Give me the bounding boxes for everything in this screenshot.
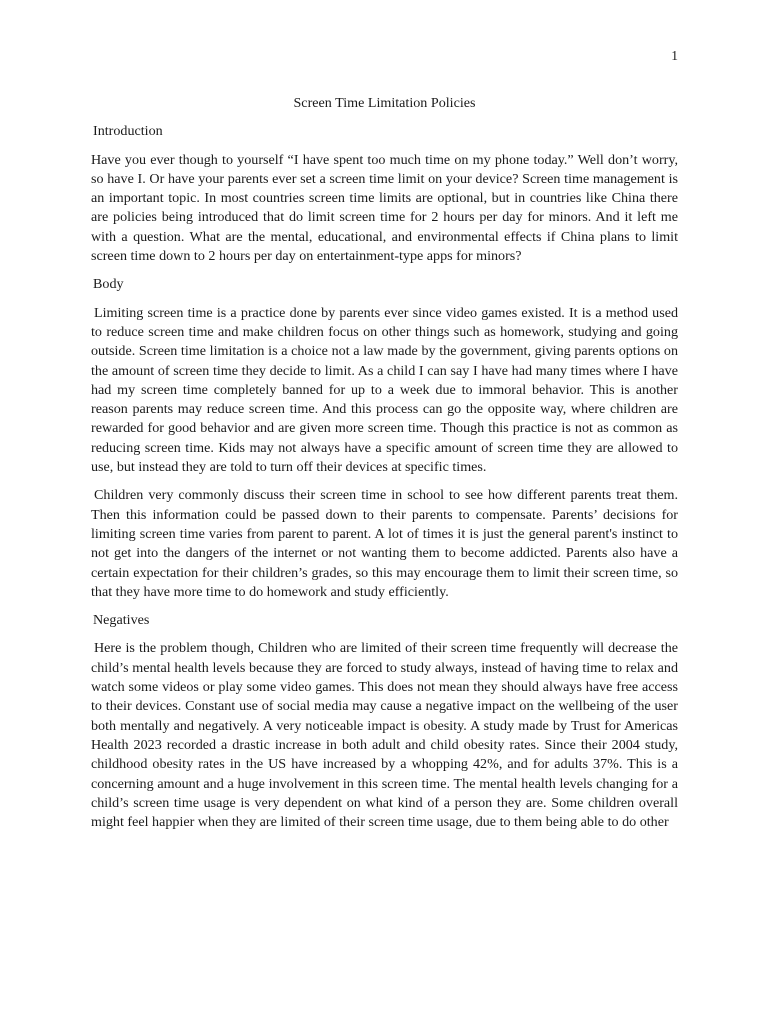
paragraph-negatives: Here is the problem though, Children who are limited of their screen time frequently will decrease the child’s mental health levels because they are forced to study always, instead of having time to relax and watch some videos or play some video games. This does not mean they should always have free access to their devices. Constant use of social media may cause a negative impact on the wellbeing of the user both mentally and negatively. A very noticeable impact is obesity. A study made by Trust for Americas Health 2023 recorded a drastic increase in both adult and child obesity rates. Since their 2004 study, childhood obesity rates in the US have increased by a whopping 42%, and for adults 37%. This is a concerning amount and a huge involvement in this screen time. The mental health levels changing for a child’s screen time usage is very dependent on what kind of a person they are. Some children overall might feel happier when they are limited of their screen time usage, due to them being able to do other bbox=[91, 640, 678, 831]
paragraph-introduction: Have you ever though to yourself “I have spent too much time on my phone today.” Well don’t worry, so have I. Or have your parents ever set a screen time limit on your device? Screen time management is an important topic. In most countries screen time limits are optional, but in countries like China there are policies being introduced that do limit screen time for 2 hours per day for minors. And it left me with a question. What are the mental, educational, and environmental effects if China plans to limit screen time down to 2 hours per day on entertainment-type apps for minors? bbox=[91, 151, 678, 265]
section-heading-body: Body bbox=[93, 276, 124, 293]
paragraph-body-1: Limiting screen time is a practice done by parents ever since video games existed. It is a method used to reduce screen time and make children focus on other things such as homework, studying and going outside. Screen time limitation is a choice not a law made by the government, giving parents options on the amount of screen time they decide to limit. As a child I can say I have had many times where I have had my screen time completely banned for up to a week due to immoral behavior. This is another reason parents may reduce screen time. And this process can go the opposite way, where children are rewarded for good behavior and are given more screen time. Though this practice is not as common as reducing screen time. Kids may not always have a specific amount of screen time they are allowed to use, but instead they are told to turn off their devices at specific times. bbox=[91, 304, 678, 476]
document-body bbox=[91, 94, 678, 841]
page-number: 1 bbox=[671, 48, 678, 63]
paragraph-body-2: Children very commonly discuss their screen time in school to see how different parents treat them. Then this information could be passed down to their parents to compensate. Parents’ decisions for limiting screen time varies from parent to parent. A lot of times it is just the general parent's instinct to not get into the dangers of the internet or not wanting them to become addicted. Parents also have a certain expectation for their children’s grades, so this may encourage them to limit their screen time, so that they have more time to do homework and study efficiently. bbox=[91, 487, 678, 600]
document-title: Screen Time Limitation Policies bbox=[293, 95, 476, 111]
section-heading-introduction: Introduction bbox=[93, 123, 163, 140]
section-heading-negatives: Negatives bbox=[93, 612, 150, 629]
